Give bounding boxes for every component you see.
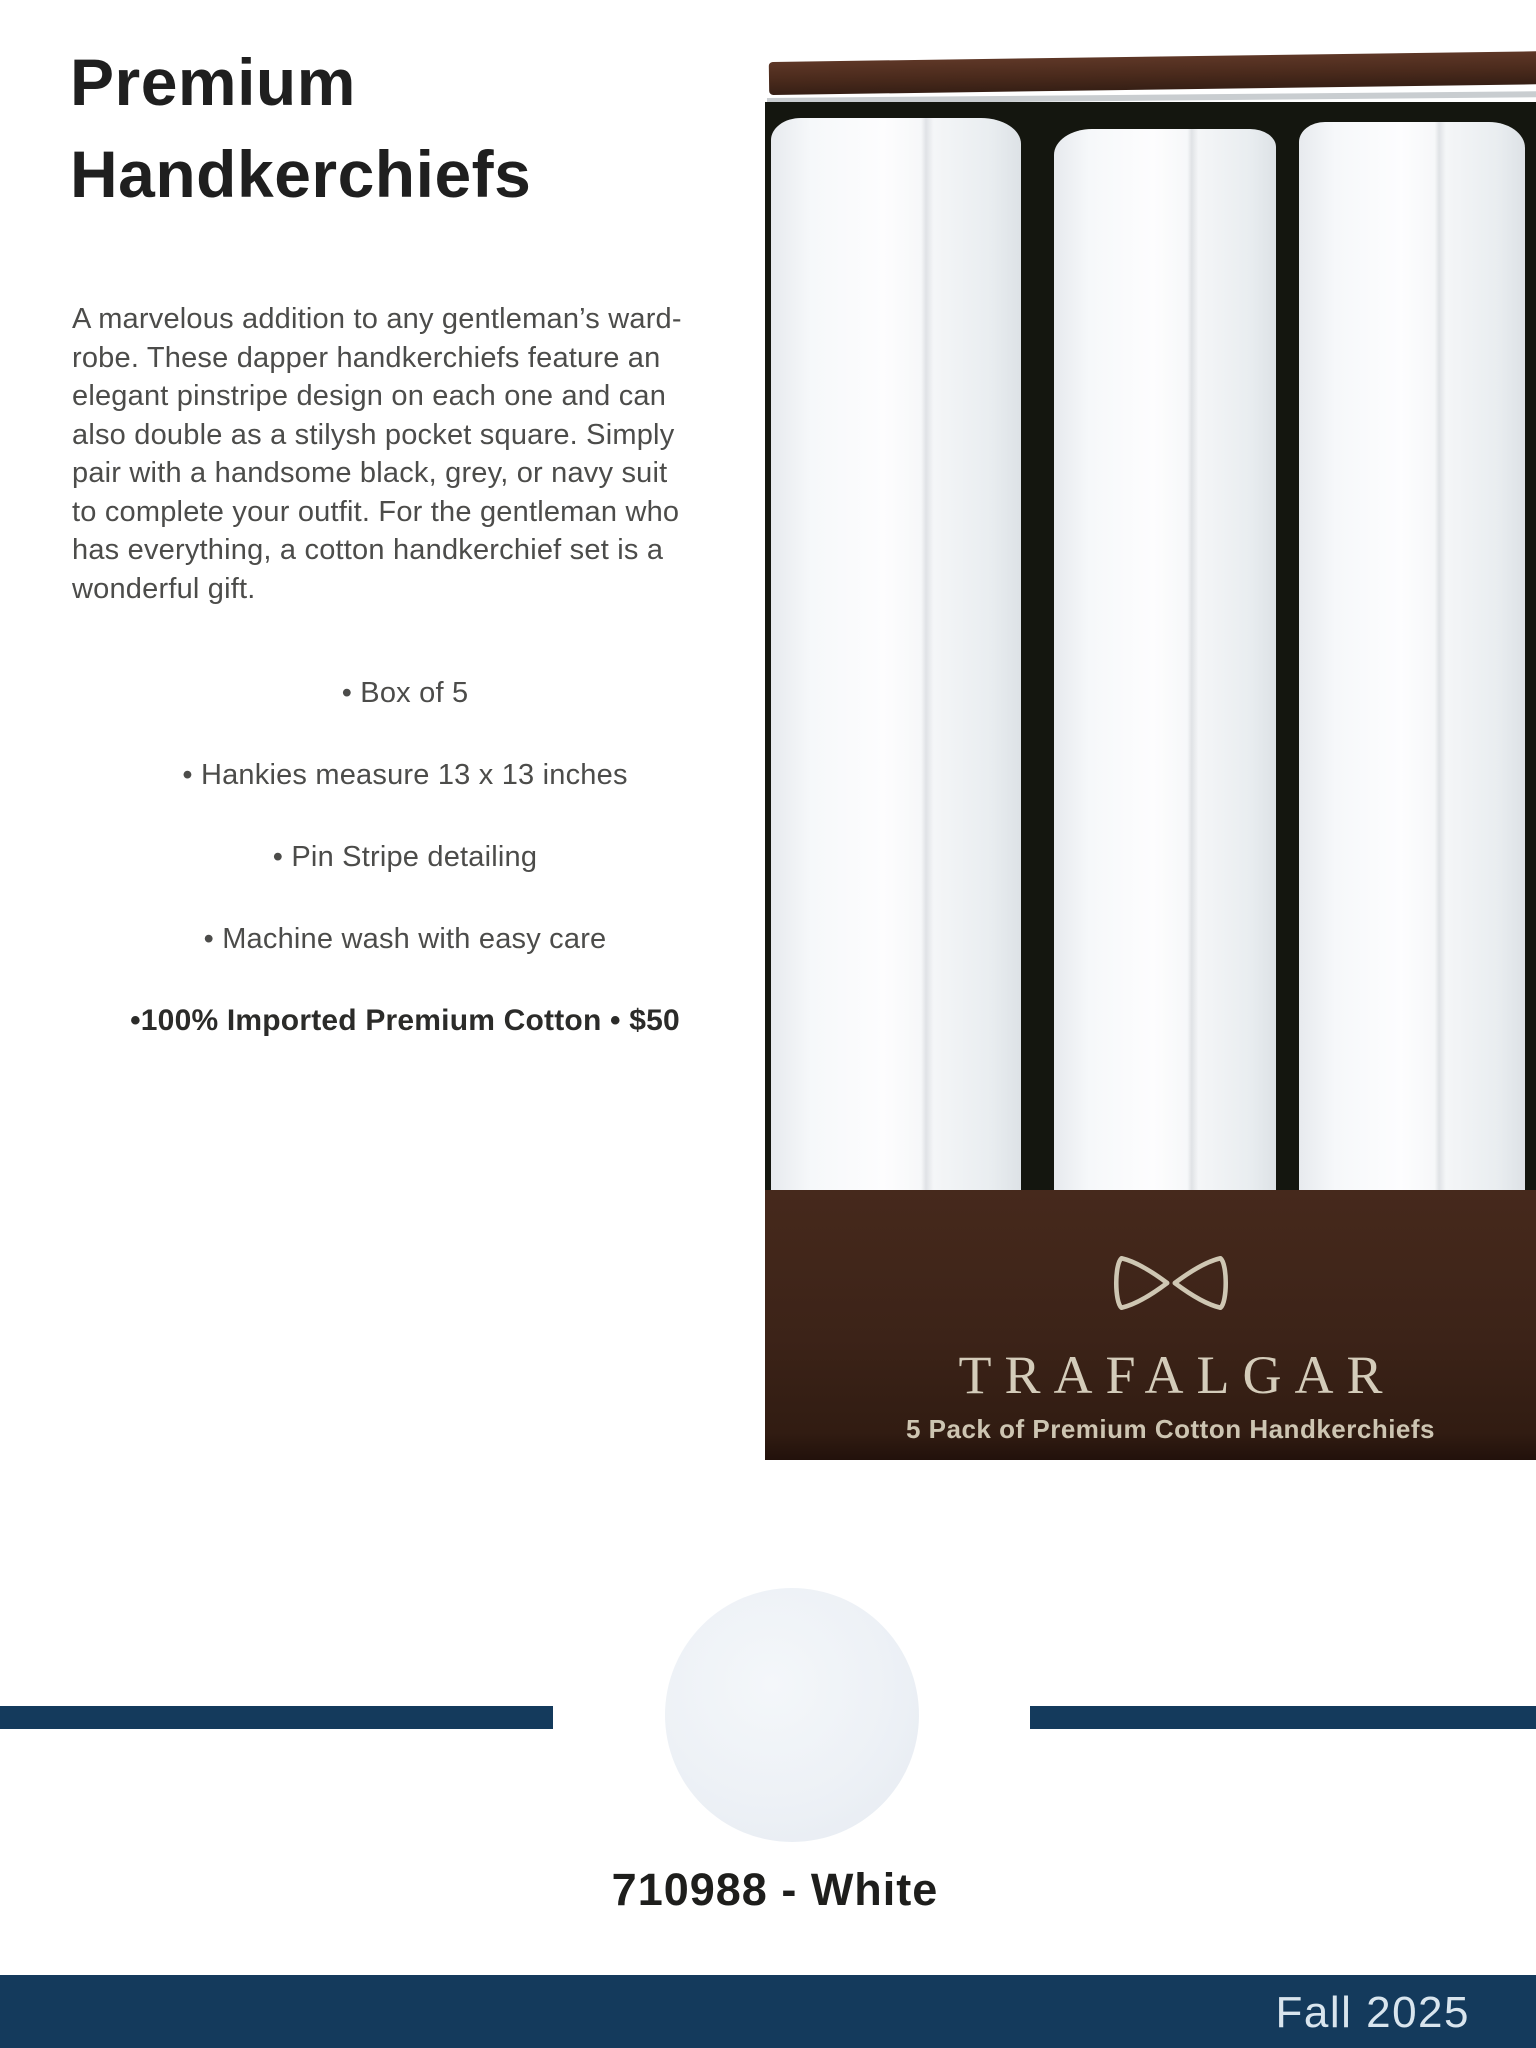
description-line: to complete your outfit. For the gentleman who (72, 495, 680, 528)
pack-description: 5 Pack of Premium Cotton Handkerchiefs (905, 1414, 1436, 1444)
brand-name: TRAFALGAR (958, 1345, 1396, 1405)
page-title (70, 36, 531, 220)
season-label: Fall 2025 (1275, 1988, 1470, 2037)
description-line: elegant pinstripe design on each one and can (72, 380, 667, 412)
divider-bar-right (1030, 1706, 1536, 1729)
page-title-line: Handkerchiefs (70, 137, 532, 211)
page-title-line: Premium (70, 45, 356, 119)
description-line: pair with a handsome black, grey, or navy suit (72, 457, 668, 489)
footer-bar (0, 1975, 1536, 2048)
bullet-item: • Machine wash with easy care (203, 923, 607, 955)
divider-bar-left (0, 1706, 553, 1729)
description-line: also double as a stilysh pocket square. Simply (72, 418, 675, 451)
bullet-item: • Hankies measure 13 x 13 inches (182, 759, 628, 791)
bullet-item: • Pin Stripe detailing (272, 841, 538, 873)
description-line: robe. These dapper handkerchiefs feature an (72, 341, 661, 374)
description-line: A marvelous addition to any gentleman’s ward- (72, 303, 682, 335)
product-photo (765, 58, 1536, 1460)
box-lid-edge (769, 51, 1536, 95)
feature-bullet-list (60, 676, 750, 1086)
bullet-item-price: •100% Imported Premium Cotton • $50 (130, 1004, 680, 1037)
bow-tie-icon (1107, 1250, 1235, 1316)
handkerchief (1299, 122, 1525, 1190)
handkerchief (1054, 129, 1276, 1190)
description-line: wonderful gift. (72, 572, 256, 605)
box-interior (765, 102, 1536, 1190)
description-line: has everything, a cotton handkerchief set is a (72, 534, 664, 566)
brand-band-content (785, 1190, 1536, 1460)
handkerchief (771, 118, 1021, 1190)
product-description (72, 300, 752, 608)
bullet-item: • Box of 5 (341, 677, 469, 709)
color-swatch (665, 1588, 919, 1842)
brand-band (765, 1190, 1536, 1460)
sku-label: 710988 - White (611, 1864, 939, 1915)
